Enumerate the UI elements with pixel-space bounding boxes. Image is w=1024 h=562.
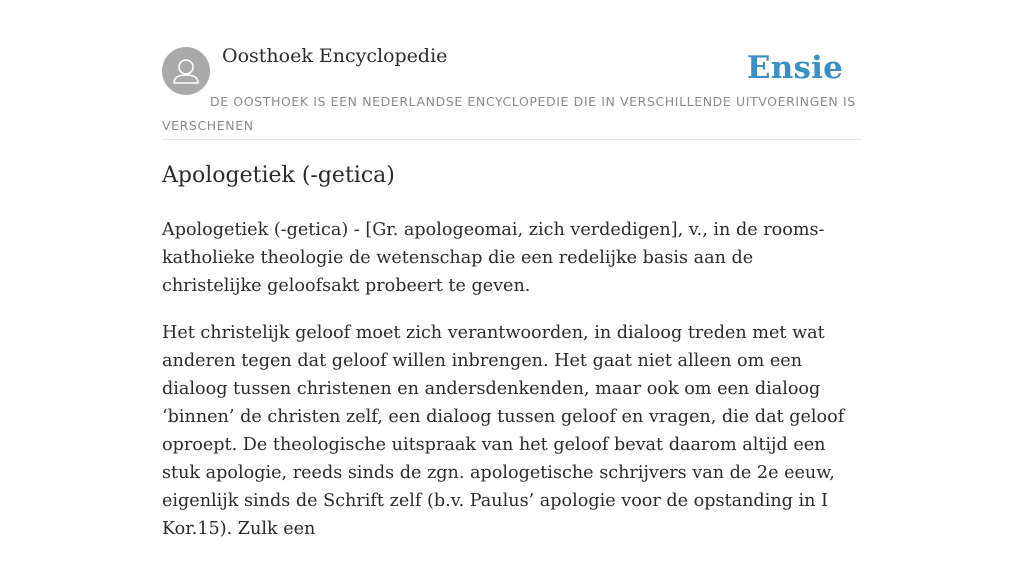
brand-logo[interactable]: Ensie [746, 50, 843, 86]
user-icon [162, 47, 210, 95]
site-tagline: DE OOSTHOEK IS EEN NEDERLANDSE ENCYCLOPEDIE DIE IN VERSCHILLENDE UITVOERINGEN IS VERSCHENEN [162, 94, 856, 133]
article-paragraph: Apologetiek (-getica) - [Gr. apologeomai, zich verdedigen], v., in de rooms-katholieke theologie de wetenschap die een redelijke basis aan de christelijke geloofsakt probeert te geven. [162, 220, 825, 296]
page-title: Apologetiek (-getica) [162, 163, 395, 188]
article-paragraph: Het christelijk geloof moet zich verantwoorden, in dialoog treden met wat anderen tegen dat geloof willen inbrengen. Het gaat niet alleen om een dialoog tussen christenen en andersdenkenden, maar ook om een dialoog ‘binnen’ de christen zelf, een dialoog tussen geloof en vragen, die dat geloof oproept. De theologische uitspraak van het geloof bevat daarom altijd een stuk apologie, reeds sinds de zgn. apologetische schrijvers van de 2e eeuw, eigenlijk sinds de Schrift zelf (b.v. Paulus’ apologie voor de opstanding in I Kor.15). Zulk een [162, 323, 845, 539]
site-name[interactable]: Oosthoek Encyclopedie [222, 45, 448, 67]
header-divider [162, 139, 862, 140]
article-body [162, 216, 852, 562]
author-avatar[interactable] [162, 47, 210, 95]
